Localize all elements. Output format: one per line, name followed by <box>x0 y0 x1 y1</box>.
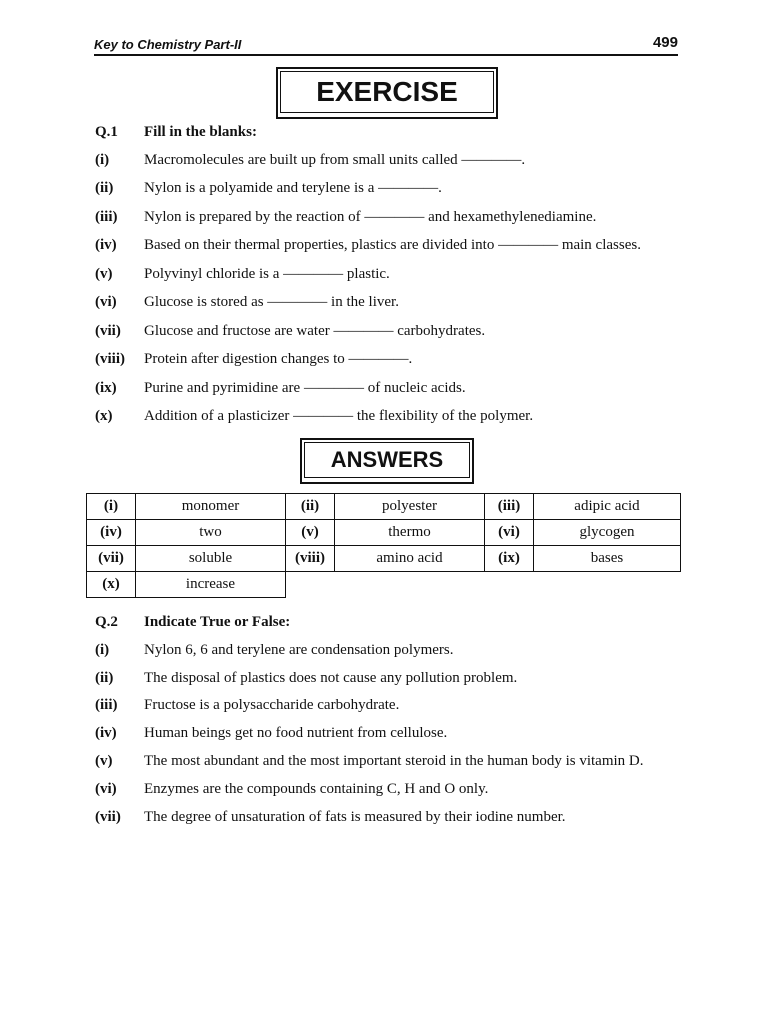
item-number: (vi) <box>95 294 117 310</box>
answer-value: thermo <box>335 520 485 546</box>
q2-title: Indicate True or False: <box>144 614 291 630</box>
table-row <box>87 494 681 520</box>
answer-value: increase <box>136 572 286 598</box>
item-text: Polyvinyl chloride is a ———— plastic. <box>144 266 390 282</box>
item-number: (viii) <box>95 351 125 367</box>
item-text: Based on their thermal properties, plastics are divided into ———— main classes. <box>144 237 641 253</box>
item-number: (vii) <box>95 809 121 825</box>
answer-value: glycogen <box>534 520 681 546</box>
item-number: (iv) <box>95 237 117 253</box>
answer-value: soluble <box>136 546 286 572</box>
q2-number: Q.2 <box>95 614 118 630</box>
answer-value: two <box>136 520 286 546</box>
answer-value: bases <box>534 546 681 572</box>
item-number: (i) <box>95 152 110 168</box>
item-number: (iii) <box>95 209 118 225</box>
item-text: Protein after digestion changes to ————. <box>144 351 413 367</box>
answer-value: polyester <box>335 494 485 520</box>
answer-key: (ix) <box>485 546 534 572</box>
item-text: Human beings get no food nutrient from cellulose. <box>144 725 448 741</box>
table-row <box>87 546 681 572</box>
item-number: (iv) <box>95 725 117 741</box>
item-number: (v) <box>95 753 113 769</box>
book-title: Key to Chemistry Part-II <box>94 37 242 52</box>
item-text: Addition of a plasticizer ———— the flexibility of the polymer. <box>144 408 534 424</box>
item-text: Glucose is stored as ———— in the liver. <box>144 294 399 310</box>
empty-cell <box>286 572 681 598</box>
answer-value: adipic acid <box>534 494 681 520</box>
answer-key: (iv) <box>87 520 136 546</box>
item-number: (i) <box>95 642 110 658</box>
exercise-heading: EXERCISE <box>280 71 494 113</box>
item-number: (ii) <box>95 180 114 196</box>
item-number: (iii) <box>95 697 118 713</box>
answers-heading-box <box>300 438 474 484</box>
answer-key: (viii) <box>286 546 335 572</box>
answers-table <box>86 493 681 598</box>
answer-key: (ii) <box>286 494 335 520</box>
item-number: (x) <box>95 408 113 424</box>
item-text: Nylon 6, 6 and terylene are condensation polymers. <box>144 642 454 658</box>
answer-value: amino acid <box>335 546 485 572</box>
item-number: (vi) <box>95 781 117 797</box>
item-number: (ii) <box>95 670 114 686</box>
answer-key: (vii) <box>87 546 136 572</box>
item-number: (v) <box>95 266 113 282</box>
item-text: The degree of unsaturation of fats is measured by their iodine number. <box>144 809 566 825</box>
page-header <box>94 34 678 56</box>
item-text: Nylon is prepared by the reaction of ———— and hexamethylenediamine. <box>144 209 597 225</box>
item-number: (ix) <box>95 380 117 396</box>
item-text: The most abundant and the most important steroid in the human body is vitamin D. <box>144 753 644 769</box>
answer-key: (v) <box>286 520 335 546</box>
item-text: Purine and pyrimidine are ———— of nucleic acids. <box>144 380 466 396</box>
answer-value: monomer <box>136 494 286 520</box>
item-text: Macromolecules are built up from small units called ————. <box>144 152 526 168</box>
answers-heading: ANSWERS <box>304 442 470 478</box>
item-text: Glucose and fructose are water ———— carbohydrates. <box>144 323 486 339</box>
answer-key: (i) <box>87 494 136 520</box>
item-number: (vii) <box>95 323 121 339</box>
q1-title: Fill in the blanks: <box>144 124 257 140</box>
exercise-heading-box <box>276 67 498 119</box>
page-number: 499 <box>652 34 678 51</box>
answer-key: (vi) <box>485 520 534 546</box>
item-text: Nylon is a polyamide and terylene is a ————. <box>144 180 442 196</box>
answer-key: (iii) <box>485 494 534 520</box>
table-row <box>87 520 681 546</box>
table-row <box>87 572 681 598</box>
q1-number: Q.1 <box>95 124 118 140</box>
item-text: The disposal of plastics does not cause any pollution problem. <box>144 670 518 686</box>
item-text: Enzymes are the compounds containing C, H and O only. <box>144 781 489 797</box>
item-text: Fructose is a polysaccharide carbohydrate. <box>144 697 400 713</box>
answer-key: (x) <box>87 572 136 598</box>
